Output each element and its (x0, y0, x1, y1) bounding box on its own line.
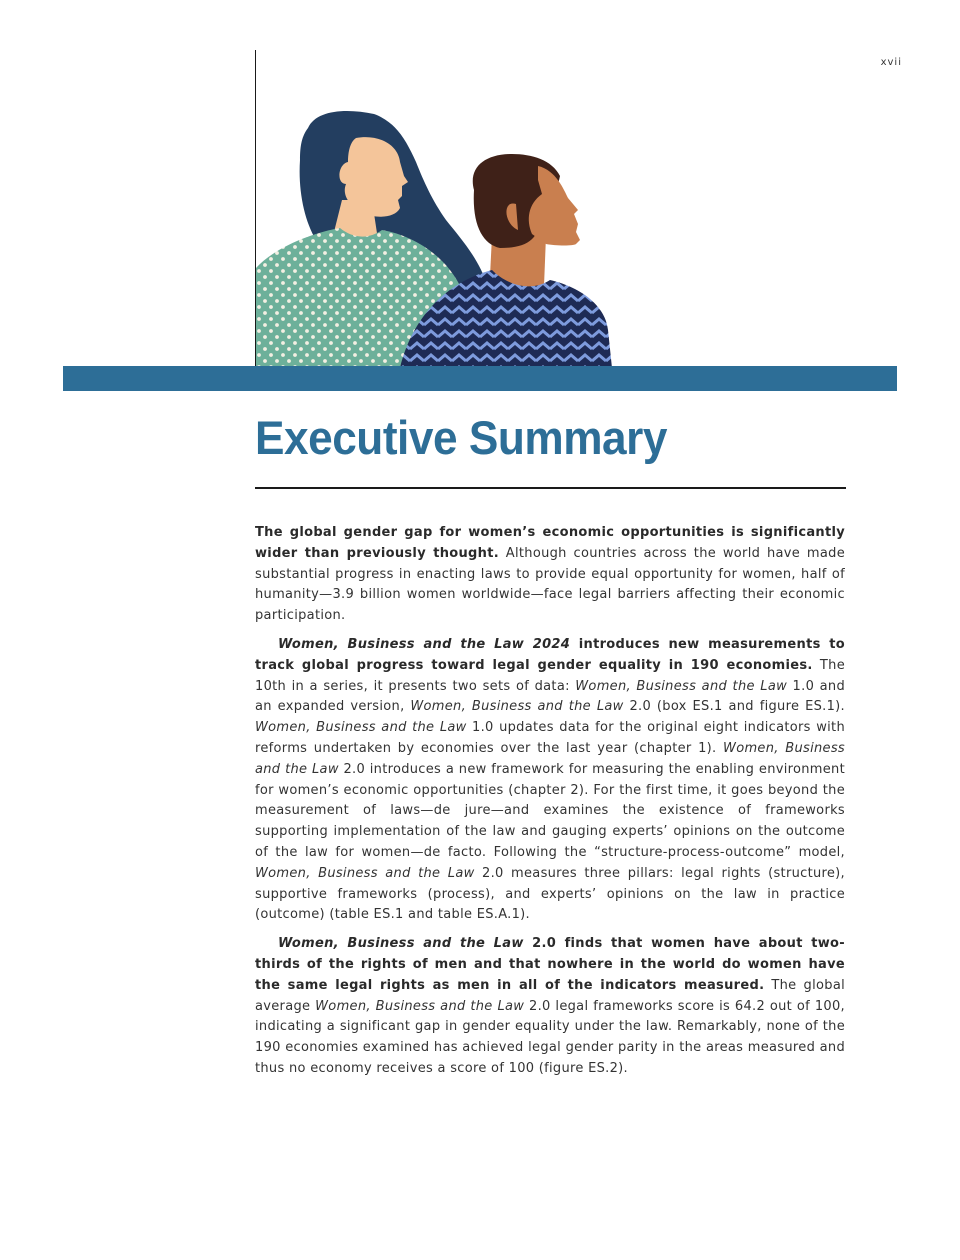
page-title: Executive Summary (255, 411, 667, 464)
paragraph-1: The global gender gap for women’s economic opportunities is significantly wider than previously thought. Although countries across the world have made substantial progress in enacting laws to provide equal opportunity for women, half of humanity—3.9 billion women worldwide—face legal barriers affecting their economic participation. (255, 525, 846, 624)
paragraph-3: Women, Business and the Law 2.0 finds that women have about two-thirds of the rights of men and that nowhere in the world do women have the same legal rights as men in all of the indicators measured. The global average Women, Business and the Law 2.0 legal frameworks score is 64.2 out of 100, indicating a significant gap in gender equality under the law. Remarkably, none of the 190 economies examined has achieved legal gender parity in the areas measured and thus no economy receives a score of 100 (figure ES.2). (255, 936, 845, 1076)
header-band (63, 366, 897, 391)
page-number: xvii (880, 57, 902, 68)
women-illustration (256, 100, 636, 368)
body-text (255, 523, 845, 1088)
paragraph-2: Women, Business and the Law 2024 introduces new measurements to track global progress toward legal gender equality in 190 economies. The 10th in a series, it presents two sets of data: Women, Business and the Law 1.0 and an expanded version, Women, Business and the Law 2.0 (box ES.1 and figure ES.1). Women, Business and the Law 1.0 updates data for the original eight indicators with reforms undertaken by economies over the last year (chapter 1). Women, Business and the Law 2.0 introduces a new framework for measuring the enabling environment for women’s economic opportunities (chapter 2). For the first time, it goes beyond the measurement of laws—de jure—and examines the existence of frameworks supporting implementation of the law and gauging experts’ opinions on the outcome of the law for women—de facto. Following the “structure-process-outcome” model, Women, Business and the Law 2.0 measures three pillars: legal rights (structure), supportive frameworks (process), and experts’ opinions on the law in practice (outcome) (table ES.1 and table ES.A.1). (255, 636, 846, 923)
title-rule (255, 487, 846, 489)
